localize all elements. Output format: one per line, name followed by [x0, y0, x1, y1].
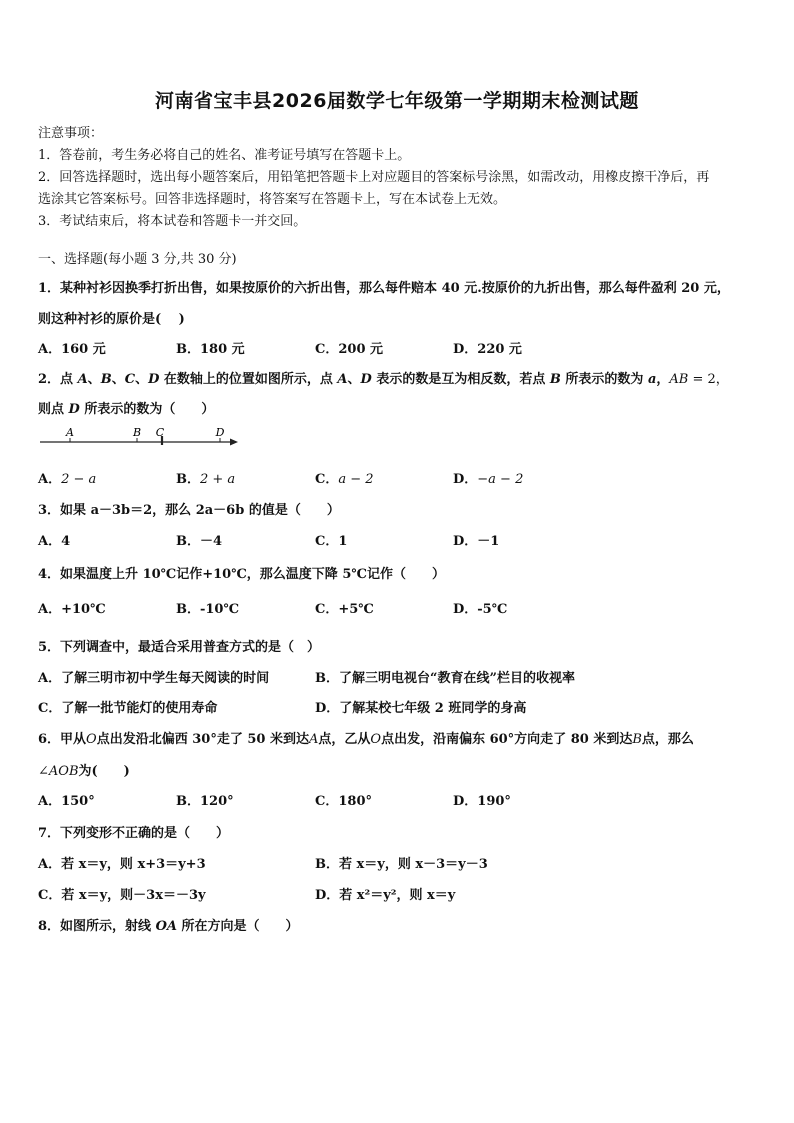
question-6-text: ∠AOB为( ): [38, 764, 130, 779]
page-title: 河南省宝丰县2026届数学七年级第一学期期末检测试题: [155, 90, 639, 112]
note-item: 2．回答选择题时，选出每小题答案后，用铅笔把答题卡上对应题目的答案标号涂黑，如需改动，用橡皮擦干净后，再: [38, 170, 710, 185]
section-heading: 一、选择题(每小题 3 分,共 30 分): [38, 252, 237, 267]
question-6-text: 6．甲从O点出发沿北偏西 30°走了 50 米到达A点，乙从O点出发，沿南偏东 60°方向走了 80 米到达B点，那么: [38, 732, 694, 747]
question-2-text: 则点 D 所表示的数为（ ）: [38, 402, 215, 417]
question-5-text: 5．下列调查中，最适合采用普查方式的是（ ）: [38, 640, 321, 655]
question-7-text: 7．下列变形不正确的是（ ）: [38, 826, 230, 841]
question-4-text: 4．如果温度上升 10℃记作+10℃，那么温度下降 5℃记作（ ）: [38, 567, 445, 582]
question-2-option-a: A．2 − a: [38, 472, 97, 487]
question-6-option-a: A．150°: [38, 794, 95, 809]
question-1-option-b: B．180 元: [176, 342, 245, 357]
question-3-option-d: D．－1: [453, 534, 500, 549]
question-7-option-d: D．若 x²＝y²，则 x＝y: [315, 888, 456, 903]
question-2-option-d: D．−a − 2: [453, 472, 524, 487]
point-label-c: C: [155, 426, 165, 439]
question-1-option-d: D．220 元: [453, 342, 522, 357]
number-line-arrow: [230, 439, 238, 446]
question-2-option-c: C．a − 2: [315, 472, 374, 487]
question-7-option-b: B．若 x＝y，则 x－3＝y－3: [315, 857, 488, 872]
question-1-text: 1．某种衬衫因换季打折出售，如果按原价的六折出售，那么每件赔本 40 元.按原价的九折出售，那么每件盈利 20 元，: [38, 281, 730, 296]
question-2-text: 2．点 A、B、C、D 在数轴上的位置如图所示，点 A、D 表示的数是互为相反数，若点 B 所表示的数为 a，AB = 2，: [38, 372, 729, 387]
question-4-option-b: B．-10℃: [176, 602, 240, 617]
question-6-option-b: B．120°: [176, 794, 234, 809]
question-4-option-d: D．-5℃: [453, 602, 508, 617]
question-7-option-a: A．若 x＝y，则 x+3＝y+3: [38, 857, 206, 872]
question-1-option-c: C．200 元: [315, 342, 384, 357]
point-label-a: A: [66, 426, 74, 439]
question-5-option-c: C．了解一批节能灯的使用寿命: [38, 701, 218, 716]
question-6-option-d: D．190°: [453, 794, 511, 809]
question-3-option-b: B．－4: [176, 534, 223, 549]
question-8-text: 8．如图所示，射线 OA 所在方向是（ ）: [38, 919, 299, 934]
question-7-option-c: C．若 x＝y，则－3x＝－3y: [38, 888, 206, 903]
question-5-option-a: A．了解三明市初中学生每天阅读的时间: [38, 671, 270, 686]
question-2-option-b: B．2 + a: [176, 472, 236, 487]
point-label-d: D: [215, 426, 225, 439]
question-5-option-d: D．了解某校七年级 2 班同学的身高: [315, 701, 527, 716]
question-3-option-a: A．4: [38, 534, 71, 549]
number-line-figure: [38, 424, 244, 450]
notes-heading: 注意事项：: [38, 126, 104, 141]
question-3-option-c: C．1: [315, 534, 348, 549]
note-item: 选涂其它答案标号。回答非选择题时，将答案写在答题卡上，写在本试卷上无效。: [38, 192, 507, 207]
question-4-option-a: A．+10℃: [38, 602, 106, 617]
note-item: 3．考试结束后，将本试卷和答题卡一并交回。: [38, 214, 307, 229]
question-1-text: 则这种衬衫的原价是( ): [38, 312, 185, 327]
question-1-option-a: A．160 元: [38, 342, 106, 357]
question-4-option-c: C．+5℃: [315, 602, 374, 617]
point-label-b: B: [132, 426, 142, 439]
question-6-option-c: C．180°: [315, 794, 372, 809]
note-item: 1．答卷前，考生务必将自己的姓名、准考证号填写在答题卡上。: [38, 148, 411, 163]
question-3-text: 3．如果 a－3b＝2，那么 2a－6b 的值是（ ）: [38, 503, 340, 518]
question-5-option-b: B．了解三明电视台“教育在线”栏目的收视率: [315, 671, 575, 686]
